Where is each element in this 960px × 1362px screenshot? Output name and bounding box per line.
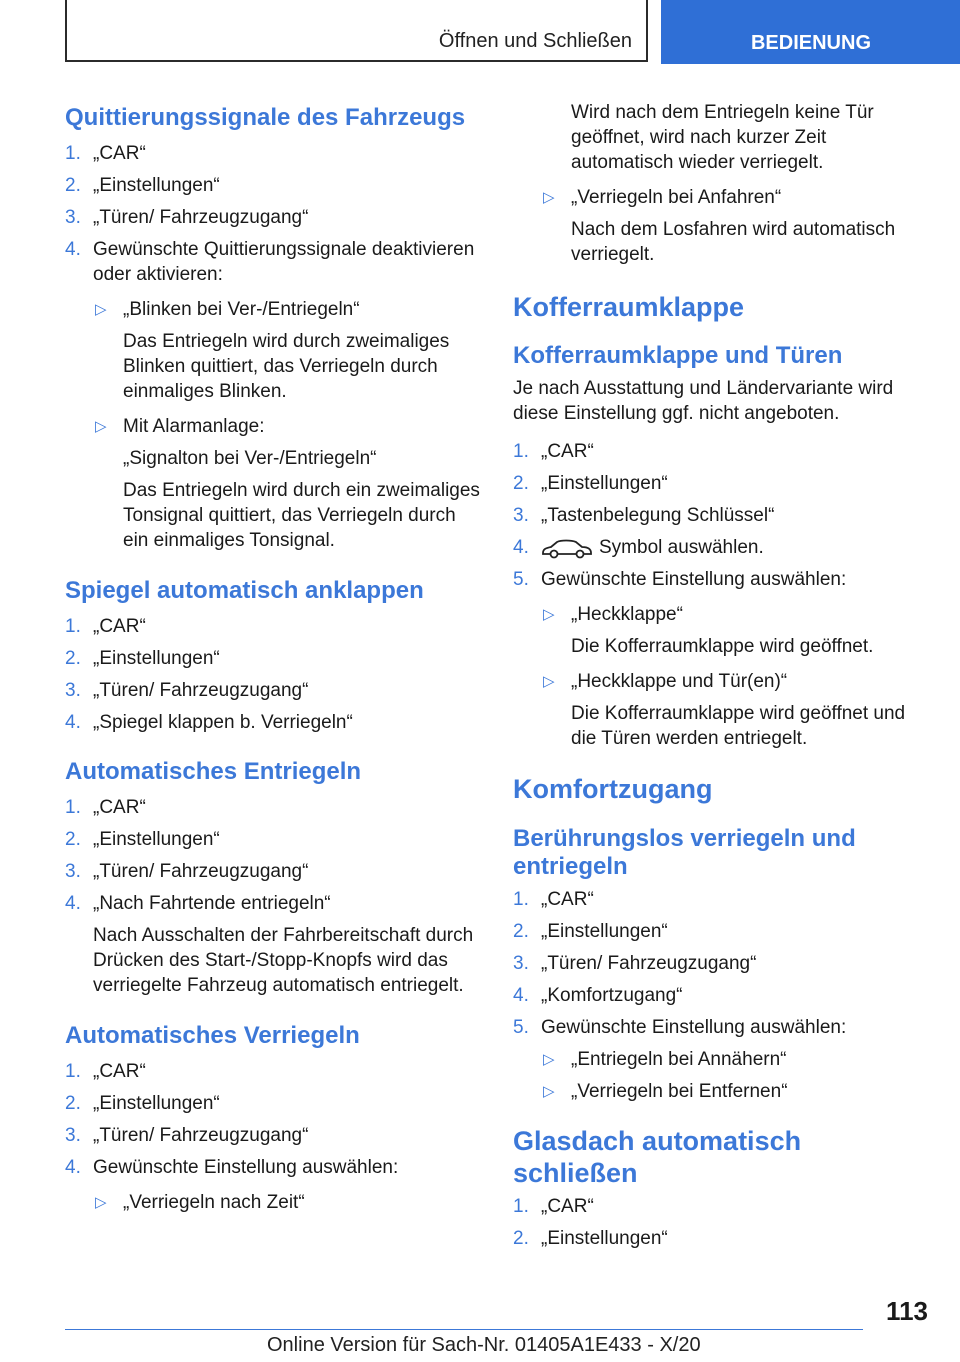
option-description: Wird nach dem Entriegeln keine Tür geöffnet, wird nach kurzer Zeit automatisch wieder verriegelt. — [571, 102, 874, 173]
right-column — [513, 100, 933, 1251]
heading-spiegel: Spiegel automatisch anklappen — [65, 577, 424, 604]
option-item: ▷ „Heckklappe“ — [543, 604, 683, 625]
option-item: ▷ „Entriegeln bei Annähern“ — [543, 1049, 787, 1070]
triangle-right-icon: ▷ — [543, 1083, 555, 1100]
footer-divider — [65, 1329, 863, 1330]
car-icon — [541, 537, 593, 559]
triangle-right-icon: ▷ — [95, 301, 107, 318]
list-item: 1. „CAR“ — [65, 797, 146, 818]
option-item: ▷ „Verriegeln bei Anfahren“ — [543, 187, 782, 208]
header-chapter-label: BEDIENUNG — [750, 32, 872, 54]
option-description: „Signalton bei Ver-/Entriegeln“ — [123, 448, 377, 469]
list-item: 2. „Einstellungen“ — [513, 473, 668, 494]
list-item: 4. „Nach Fahrtende entriegeln“ — [65, 893, 331, 914]
heading-glasdach: Glasdach automatisch schließen — [513, 1126, 802, 1188]
list-item: 1. „CAR“ — [513, 1196, 594, 1217]
list-item: 1. „CAR“ — [65, 143, 146, 164]
triangle-right-icon: ▷ — [543, 189, 555, 206]
list-item: 1. „CAR“ — [65, 1061, 146, 1082]
section-intro: Je nach Ausstattung und Ländervariante wird diese Einstellung ggf. nicht angeboten. — [513, 378, 894, 424]
list-item: 5. Gewünschte Einstellung auswählen: — [513, 569, 847, 590]
triangle-right-icon: ▷ — [543, 673, 555, 690]
list-item: 2. „Einstellungen“ — [65, 1093, 220, 1114]
option-description: Die Kofferraumklappe wird geöffnet und die Türen werden entriegelt. — [571, 703, 906, 749]
page-number: 113 — [886, 1296, 928, 1326]
list-item: 1. „CAR“ — [513, 441, 594, 462]
list-item: 4. Gewünschte Quittierungssignale deaktivieren oder aktivieren: — [65, 239, 475, 285]
list-item: 2. „Einstellungen“ — [65, 829, 220, 850]
list-item: 3. „Türen/ Fahrzeugzugang“ — [65, 207, 309, 228]
list-item: 2. „Einstellungen“ — [65, 175, 220, 196]
option-item: ▷ Mit Alarmanlage: — [95, 416, 265, 437]
option-item: ▷ „Verriegeln nach Zeit“ — [95, 1192, 305, 1213]
heading-kofferraum-tueren: Kofferraumklappe und Türen — [513, 342, 843, 369]
list-item: 1. „CAR“ — [65, 616, 146, 637]
list-item: 3. „Türen/ Fahrzeugzugang“ — [65, 861, 309, 882]
heading-komfortzugang: Komfortzugang — [513, 774, 713, 804]
list-item: 3. „Tastenbelegung Schlüssel“ — [513, 505, 775, 526]
list-item: 2. „Einstellungen“ — [513, 1228, 668, 1249]
option-item: ▷ „Blinken bei Ver-/Entriegeln“ — [95, 299, 360, 320]
list-item: 4. „Spiegel klappen b. Verriegeln“ — [65, 712, 353, 733]
list-item: 5. Gewünschte Einstellung auswählen: — [513, 1017, 847, 1038]
heading-quittierungssignale: Quittierungssignale des Fahrzeugs — [65, 104, 466, 131]
list-item: 4. „Komfortzugang“ — [513, 985, 683, 1006]
option-description: Nach dem Losfahren wird automatisch verriegelt. — [571, 219, 896, 265]
left-column — [65, 100, 485, 1215]
option-description: Das Entriegeln wird durch zweimaliges Blinken quittiert, das Verriegeln durch einmaliges Blinken. — [123, 331, 450, 402]
header-chapter-tab[interactable] — [661, 0, 960, 64]
list-item: 3. „Türen/ Fahrzeugzugang“ — [65, 680, 309, 701]
header-section-title: Öffnen und Schließen — [438, 30, 632, 52]
triangle-right-icon: ▷ — [95, 1194, 107, 1211]
heading-beruehrungslos: Berührungslos verriegeln und entriegeln — [513, 825, 856, 880]
option-item: ▷ „Verriegeln bei Entfernen“ — [543, 1081, 788, 1102]
heading-auto-entriegeln: Automatisches Entriegeln — [65, 758, 362, 785]
option-item: ▷ „Heckklappe und Tür(en)“ — [543, 671, 788, 692]
list-item: 1. „CAR“ — [513, 889, 594, 910]
triangle-right-icon: ▷ — [543, 606, 555, 623]
list-item: 3. „Türen/ Fahrzeugzugang“ — [513, 953, 757, 974]
list-item: 4. Symbol auswählen. — [513, 537, 764, 558]
list-item: 3. „Türen/ Fahrzeugzugang“ — [65, 1125, 309, 1146]
option-description: Die Kofferraumklappe wird geöffnet. — [571, 636, 874, 657]
header-section-box — [65, 0, 648, 62]
list-item: 2. „Einstellungen“ — [513, 921, 668, 942]
triangle-right-icon: ▷ — [95, 418, 107, 435]
triangle-right-icon: ▷ — [543, 1051, 555, 1068]
list-item: 2. „Einstellungen“ — [65, 648, 220, 669]
heading-kofferraumklappe: Kofferraumklappe — [513, 292, 745, 322]
step-description: Nach Ausschalten der Fahrbereitschaft durch Drücken des Start-/Stopp-Knopfs wird das verriegelte Fahrzeug automatisch entriegelt. — [93, 925, 474, 996]
option-description: Das Entriegeln wird durch ein zweimaliges Tonsignal quittiert, das Verriegeln durch ein einmaliges Tonsignal. — [123, 480, 480, 551]
list-item: 4. Gewünschte Einstellung auswählen: — [65, 1157, 399, 1178]
footer-version-text: Online Version für Sach-Nr. 01405A1E433 - X/20 — [267, 1334, 701, 1356]
heading-auto-verriegeln: Automatisches Verriegeln — [65, 1022, 360, 1049]
